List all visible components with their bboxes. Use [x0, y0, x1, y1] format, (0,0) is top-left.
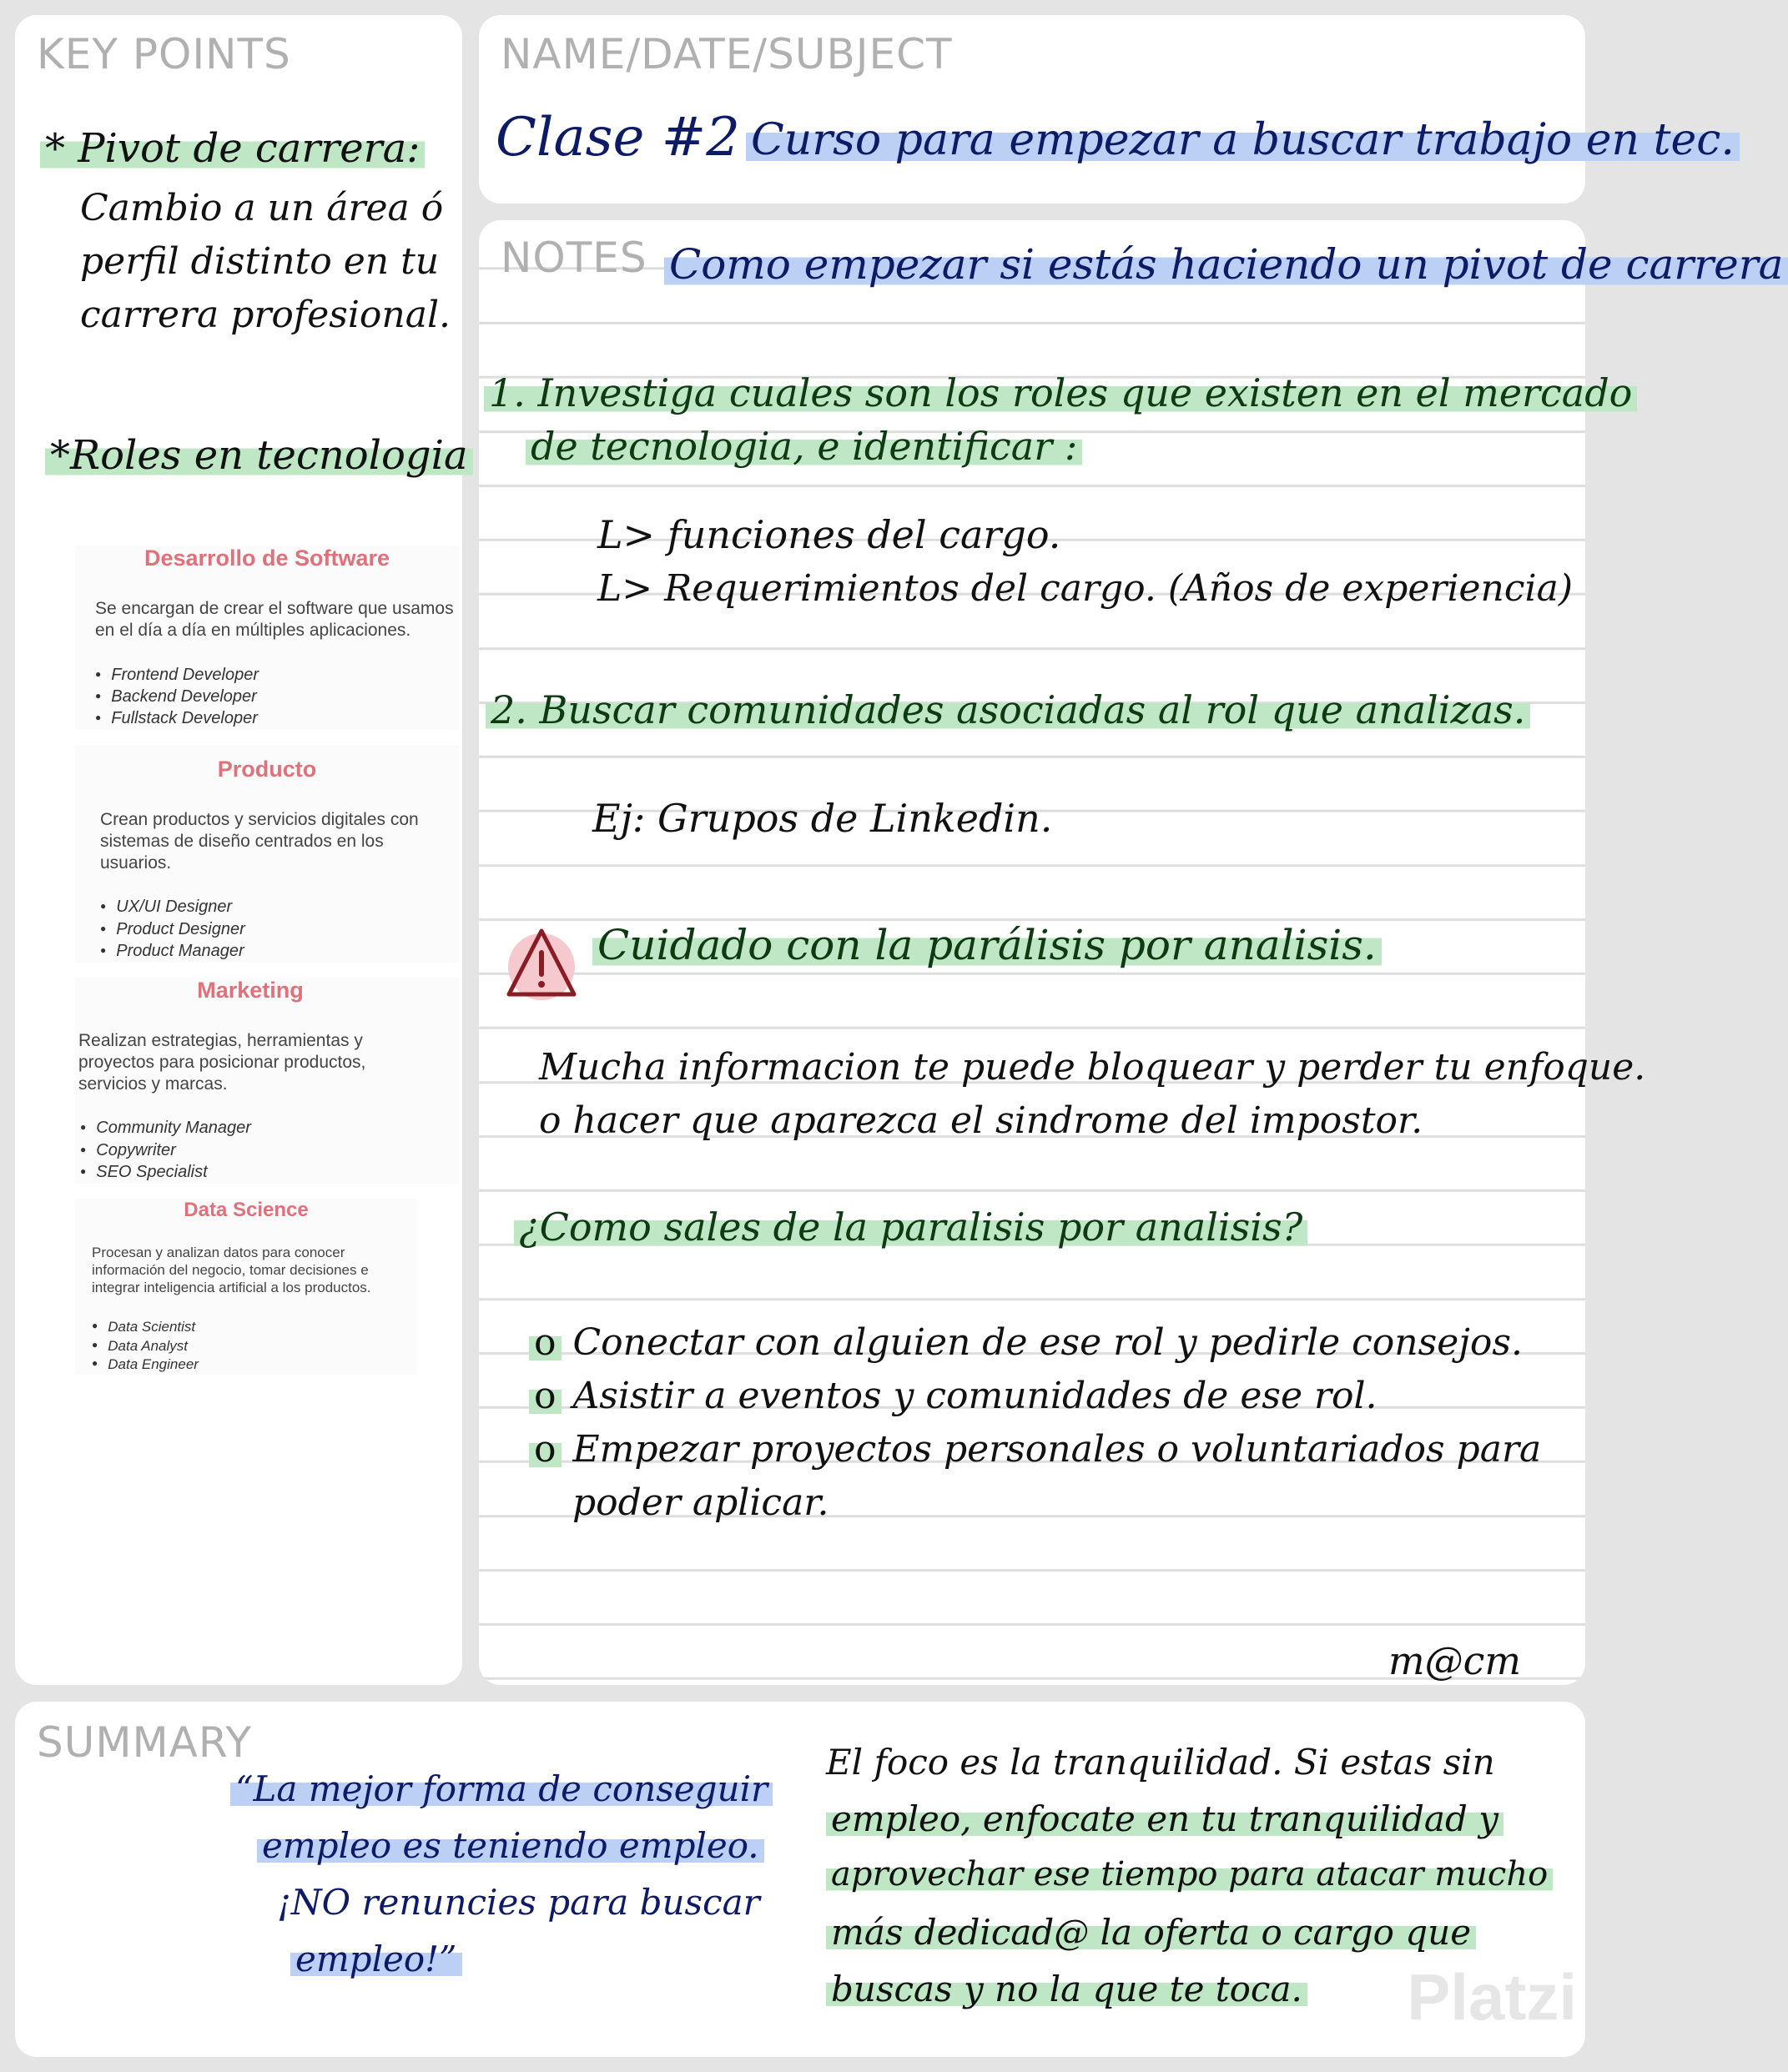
pivot-line: Cambio a un área ó — [80, 187, 444, 229]
role-list — [75, 664, 459, 730]
tip-item: o Conectar con alguien de ese rol y pedirle consejos. — [529, 1321, 1523, 1364]
role-item: ● Copywriter — [100, 1139, 459, 1161]
signature: m@cm — [1388, 1638, 1522, 1683]
role-description: Procesan y analizan datos para conocer información del negocio, tomar decisiones e integrar inteligencia artificial a los productos. — [92, 1244, 371, 1296]
summary-line: buscas y no la que te toca. — [826, 1969, 1307, 2009]
pivot-line: perfil distinto en tu — [80, 240, 440, 283]
summary-line: más dedicad@ la oferta o cargo que — [826, 1912, 1476, 1953]
role-description: Realizan estrategias, herramientas y proyectos para posicionar productos, servicios y marcas. — [78, 1030, 366, 1094]
role-item: ● Product Designer — [120, 918, 459, 940]
key-points-label: KEY POINTS — [37, 30, 291, 78]
role-block — [75, 1199, 417, 1375]
role-item: ● SEO Specialist — [100, 1161, 459, 1183]
sub-point: L> funciones del cargo. — [597, 512, 1061, 557]
role-title: Data Science — [184, 1198, 309, 1221]
role-title: Producto — [217, 756, 317, 782]
course-subject: Curso para empezar a buscar trabajo en tec. — [746, 115, 1740, 165]
sub-point: L> Requerimientos del cargo. (Años de experiencia) — [597, 567, 1574, 610]
step-2: 2. Buscar comunidades asociadas al rol que analizas. — [486, 687, 1530, 732]
summary-line: El foco es la tranquilidad. Si estas sin — [826, 1742, 1495, 1783]
step-1: 1. Investiga cuales son los roles que existen en el mercado — [484, 370, 1637, 415]
notes-label: NOTES — [501, 234, 647, 282]
warning-title: Cuidado con la parálisis por analisis. — [592, 921, 1382, 969]
tip-item: o Asistir a eventos y comunidades de ese rol. — [529, 1375, 1378, 1417]
role-title: Desarrollo de Software — [144, 546, 390, 571]
example: Ej: Grupos de Linkedin. — [592, 796, 1053, 841]
role-item: ● Backend Developer — [115, 686, 459, 707]
summary-line: aprovechar ese tiempo para atacar mucho — [826, 1855, 1553, 1893]
role-item: ● Fullstack Developer — [115, 707, 459, 729]
quote-line: “La mejor forma de conseguir — [230, 1768, 773, 1809]
role-block — [75, 546, 459, 730]
name-date-subject-panel — [479, 15, 1735, 204]
quote-line: empleo!” — [290, 1939, 462, 1979]
role-list — [75, 896, 459, 962]
warning-line: o hacer que aparezca el sindrome del impostor. — [539, 1099, 1423, 1142]
tip-item: o Empezar proyectos personales o voluntariados para — [529, 1428, 1541, 1471]
role-item: ● Data Engineer — [112, 1355, 417, 1374]
role-item: ● Community Manager — [100, 1117, 459, 1139]
quote-line: empleo es teniendo empleo. — [257, 1825, 764, 1866]
role-item: ● UX/UI Designer — [120, 896, 459, 918]
role-title: Marketing — [197, 977, 304, 1003]
role-item: ● Data Scientist — [112, 1318, 417, 1336]
roles-card — [75, 532, 459, 1390]
quote-line: ¡NO renuncies para buscar — [277, 1882, 760, 1923]
pivot-line: carrera profesional. — [80, 294, 451, 336]
role-block — [75, 978, 459, 1184]
role-description: Crean productos y servicios digitales con sistemas de diseño centrados en los usuarios. — [100, 809, 419, 873]
role-item: ● Frontend Developer — [115, 664, 459, 686]
role-block — [75, 745, 459, 963]
class-number: Clase #2 — [496, 107, 740, 168]
summary-label: SUMMARY — [37, 1718, 252, 1767]
step-1-continued: de tecnologia, e identificar : — [526, 424, 1082, 469]
summary-panel — [15, 1702, 1585, 2057]
role-item: ● Product Manager — [120, 940, 459, 962]
role-list — [75, 1117, 459, 1183]
role-description: Se encargan de crear el software que usamos en el día a día en múltiples aplicaciones. — [95, 599, 454, 641]
name-date-subject-label: NAME/DATE/SUBJECT — [501, 30, 953, 78]
role-list — [75, 1318, 417, 1374]
warning-line: Mucha informacion te puede bloquear y perder tu enfoque. — [539, 1046, 1646, 1089]
roles-title: *Roles en tecnologia — [45, 432, 473, 479]
notes-panel — [479, 220, 1784, 1685]
tip-item-continued: poder aplicar. — [572, 1481, 829, 1524]
question: ¿Como sales de la paralisis por analisis? — [514, 1204, 1307, 1250]
notes-title: Como empezar si estás haciendo un pivot de carrera — [664, 240, 1788, 289]
summary-line: empleo, enfocate en tu tranquilidad y — [826, 1798, 1503, 1839]
key-points-panel — [15, 15, 468, 1685]
pivot-title: * Pivot de carrera: — [40, 125, 425, 172]
warning-icon — [504, 921, 579, 1004]
role-item: ● Data Analyst — [112, 1337, 417, 1355]
platzi-watermark: Platzi — [1407, 1960, 1577, 2034]
